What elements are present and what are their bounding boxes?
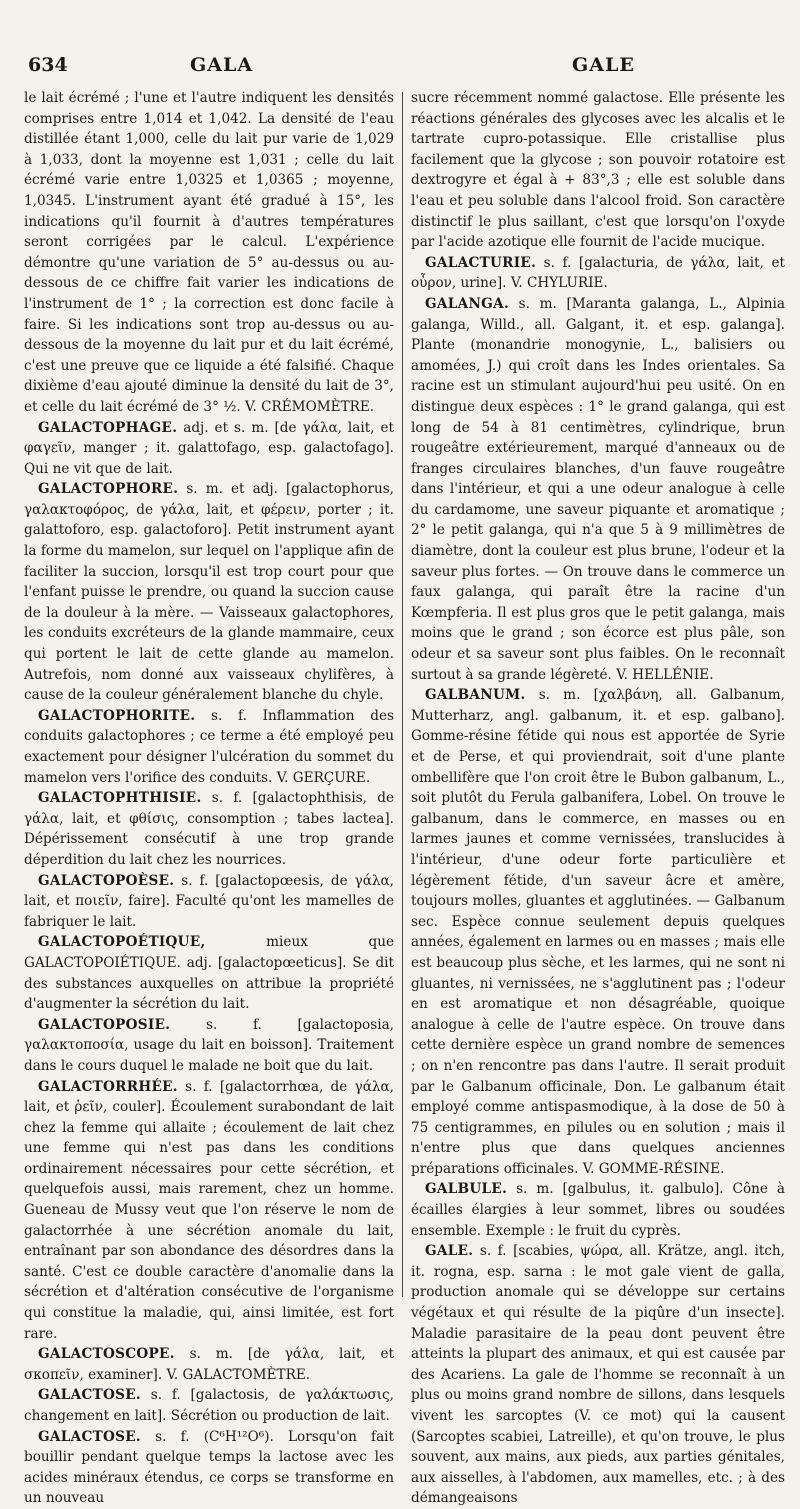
entry-text: s. f. [galacturia, de γάλα, lait, et οὖρον, urine]. V. CHYLURIE.	[411, 254, 785, 292]
running-header	[0, 54, 800, 84]
entry-text: s. f. [galactopœesis, de γάλα, lait, et ποιεῖν, faire]. Faculté qu'ont les mamelles de fabriquer le lait.	[24, 872, 394, 930]
entry-headword: GALACTOSE.	[38, 1428, 141, 1445]
right-running-head: GALE	[572, 54, 635, 76]
dictionary-entry	[411, 253, 785, 294]
dictionary-entry	[24, 932, 394, 1014]
column-divider	[402, 92, 403, 1297]
dictionary-entry	[24, 1077, 394, 1345]
entry-headword: GALACTOPOÈSE.	[38, 872, 175, 889]
dictionary-entry	[24, 788, 394, 870]
entry-text: s. f. [galactorrhœa, de γάλα, lait, et ῥεῖν, couler]. Écoulement surabondant de lait chez la femme qui allaite ; écoulement de lait chez une femme qui n'est pas dans les conditions ordinairement nécessaires pour cette sécrétion, et quelquefois aussi, mais rarement, chez un homme. Gueneau de Mussy veut que l'on réserve le nom de galactorrhée à une sécrétion anomale du lait, entraînant par son abondance des désordres dans la santé. C'est ce double caractère d'anomalie dans la sécrétion et d'altération consécutive de l'organisme qui constitue la maladie, qui, ainsi limitée, est fort rare.	[24, 1078, 394, 1342]
entry-text: adj. et s. m. [de γάλα, lait, et φαγεῖν, manger ; it. galattofago, esp. galactofago]. Qui ne vit que de lait.	[24, 419, 394, 477]
dictionary-entry	[411, 685, 785, 1179]
dictionary-entry	[24, 418, 394, 480]
dictionary-entry	[24, 1427, 394, 1509]
entry-headword: GALACTOPOSIE.	[38, 1016, 171, 1033]
entry-headword: GALACTORRHÉE.	[38, 1078, 178, 1095]
entry-text: s. m. et adj. [galactophorus, γαλακτοφόρος, de γάλα, lait, et φέρειν, porter ; it. galattoforo, esp. galactoforo]. Petit instrument ayant la forme du mamelon, sur lequel on l'applique afin de faciliter la succion, lorsqu'il est trop court pour que l'enfant puisse le prendre, ou quand la succion cause de la douleur à la mère. — Vaisseaux galactophores, les conduits excréteurs de la glande mammaire, ceux qui portent le lait de cette glande au mamelon. Autrefois, nom donné aux vaisseaux chylifères, à cause de la couleur généralement blanche du chyle.	[24, 481, 394, 704]
entry-text: sucre récemment nommé galactose. Elle présente les réactions générales des glycoses avec les alcalis et le tartrate cupro-potassique. Elle cristallise plus facilement que la glycose ; son pouvoir rotatoire est dextrogyre et égal à + 83°,3 ; elle est soluble dans l'eau et peu soluble dans l'alcool froid. Son caractère distinctif le plus saillant, c'est que lorsqu'on l'oxyde par l'acide azotique elle fournit de l'acide mucique.	[411, 90, 785, 251]
entry-headword: GALACTURIE.	[425, 254, 537, 271]
continued-paragraph	[24, 88, 394, 418]
entry-headword: GALE.	[425, 1243, 474, 1260]
entry-text: s. f. [galactoposia, γαλακτοποσία, usage du lait en boisson]. Traitement dans le cours duquel le malade ne boit que du lait.	[24, 1016, 394, 1074]
entry-text: s. f. [galactophthisis, de γάλα, lait, et φθίσις, consomption ; tabes lactea]. Dépérissement consécutif à une trop grande déperdition du lait chez les nourrices.	[24, 790, 394, 868]
entry-headword: GALACTOPOÉTIQUE,	[38, 934, 206, 951]
entry-text: s. f. [scabies, ψώρα, all. Krätze, angl. itch, it. rogna, esp. sarna : le mot gale vient de galla, production anomale qui se développe sur certains végétaux et qui résulte de la piqûre d'un insecte]. Maladie parasitaire de la peau dont peuvent être atteints la plupart des animaux, et qui est causée par des Acariens. La gale de l'homme se reconnaît à un plus ou moins grand nombre de sillons, dans lesquels vivent les sarcoptes (V. ce mot) qui la causent (Sarcoptes scabiei, Latreille), et qu'on trouve, le plus souvent, aux mains, aux pieds, aux parties génitales, aux aisselles, à l'abdomen, aux mamelles, etc. ; à des démangeaisons	[411, 1243, 785, 1507]
left-running-head: GALA	[190, 54, 254, 76]
entry-text: le lait écrémé ; l'une et l'autre indiquent les densités comprises entre 1,014 et 1,042. La densité de l'eau distillée étant 1,000, celle du lait pur varie de 1,029 à 1,033, dont la moyenne est 1,031 ; celle du lait écrémé varie entre 1,0325 et 1,0365 ; moyenne, 1,0345. L'instrument ayant été gradué à 15°, les indications qu'il fournit à d'autres températures seront corrigées par le calcul. L'expérience démontre qu'une variation de 5° au-dessus ou au-dessous de ce chiffre fait varier les indications de l'instrument de 1° ; la correction est donc facile à faire. Si les indications sont trop au-dessus ou au-dessous de la moyenne du lait pur et du lait écrémé, c'est une preuve que ce liquide a été falsifié. Chaque dixième d'eau ajouté diminue la densité du lait de 3°, et celle du lait écrémé de 3° ½. V. CRÉMOMÈTRE.	[24, 90, 394, 415]
entry-headword: GALACTOPHORITE.	[38, 707, 196, 724]
continued-paragraph	[411, 88, 785, 253]
entry-text: s. f. [galactosis, de γαλάκτωσις, changement en lait]. Sécrétion ou production de lait.	[24, 1387, 394, 1424]
dictionary-entry	[24, 1015, 394, 1077]
right-text-column	[411, 88, 785, 1507]
dictionary-entry	[24, 706, 394, 788]
dictionary-entry	[24, 871, 394, 933]
entry-text: mieux que GALACTOPOIÉTIQUE. adj. [galactopœeticus]. Se dit des substances auxquelles on attribue la propriété d'augmenter la sécrétion du lait.	[24, 934, 394, 1013]
entry-text: s. m. [galbulus, it. galbulo]. Cône à écailles élargies à leur sommet, libres ou soudées ensemble. Exemple : le fruit du cyprès.	[411, 1181, 785, 1239]
entry-headword: GALACTOSE.	[38, 1387, 141, 1404]
entry-text: s. m. [de γάλα, lait, et σκοπεῖν, examiner]. V. GALACTOMÈTRE.	[24, 1346, 394, 1383]
dictionary-entry	[24, 1344, 394, 1385]
entry-headword: GALACTOPHORE.	[38, 481, 179, 498]
entry-text: s. m. [Maranta galanga, L., Alpinia galanga, Willd., all. Galgant, it. et esp. galanga]. Plante (monandrie monogynie, L., balisiers ou amomées, J.) qui croît dans les Indes orientales. Sa racine est un stimulant aujourd'hui peu usité. On en distingue deux espèces : 1° le grand galanga, qui est long de 54 à 81 centimètres, cylindrique, brun rougeâtre extérieurement, marqué d'anneaux ou de franges circulaires blanches, d'un fauve rougeâtre dans l'intérieur, et qui a une odeur analogue à celle du cardamome, une saveur piquante et aromatique ; 2° le petit galanga, qui n'a que 5 à 9 millimètres de diamètre, dont la couleur est plus brune, l'odeur et la saveur plus fortes. — On trouve dans le commerce un faux galanga, qui paraît être la racine d'un Kœmpferia. Il est plus gros que le petit galanga, mais moins que le grand ; son écorce est plus pâle, son odeur et sa saveur sont plus faibles. On le reconnaît surtout à sa grande légèreté. V. HELLÉNIE.	[411, 295, 785, 683]
entry-headword: GALACTOPHAGE.	[38, 419, 178, 436]
dictionary-entry	[411, 1241, 785, 1509]
dictionary-entry	[24, 479, 394, 706]
entry-headword: GALBANUM.	[425, 687, 526, 704]
dictionary-entry	[411, 294, 785, 685]
entry-text: s. f. Inflammation des conduits galactophores ; ce terme a été employé peu exactement pour désigner l'ulcération du sommet du mamelon vers l'orifice des conduits. V. GERÇURE.	[24, 707, 394, 786]
entry-headword: GALACTOPHTHISIE.	[38, 790, 202, 807]
entry-text: s. m. [χαλβάνη, all. Galbanum, Mutterharz, angl. galbanum, it. et esp. galbano]. Gomme-résine fétide qui nous est apportée de Syrie et de Perse, et qui proviendrait, soit d'une plante ombellifère que l'on croit être le Bubon galbanum, L., soit plutôt du Ferula galbanifera, Lobel. On trouve le galbanum, dans le commerce, en masses ou en larmes jaunes et comme vernissées, translucides à l'intérieur, d'une odeur forte particulière et légèrement fétide, d'un saveur âcre et amère, toujours molles, gluantes et agglutinées. — Galbanum sec. Espèce connue seulement depuis quelques années, également en larmes ou en masses ; mais elle est beaucoup plus sèche, et les larmes, qui ne sont ni gluantes, ni vernissées, ne s'agglutinent pas ; l'odeur en est aromatique et non désagréable, quoique analogue à celle de l'autre espèce. On trouve dans cette dernière espèce un grand nombre de semences ; on n'en rencontre pas dans l'autre. Il serait produit par le Galbanum officinale, Don. Le galbanum était employé comme antispasmodique, à la dose de 50 à 75 centigrammes, en pilules ou en solution ; mais il n'entre plus que dans quelques anciennes préparations officinales. V. GOMME-RÉSINE.	[411, 687, 785, 1177]
entry-headword: GALACTOSCOPE.	[38, 1346, 175, 1363]
entry-text: s. f. (C⁶H¹²O⁶). Lorsqu'on fait bouillir pendant quelque temps la lactose avec les acides minéraux étendus, ce corps se transforme en un nouveau	[24, 1428, 394, 1507]
page-number: 634	[28, 54, 68, 76]
dictionary-entry	[411, 1179, 785, 1241]
entry-headword: GALANGA.	[425, 295, 509, 312]
dictionary-entry	[24, 1385, 394, 1426]
left-text-column	[24, 88, 394, 1507]
entry-headword: GALBULE.	[425, 1181, 508, 1198]
